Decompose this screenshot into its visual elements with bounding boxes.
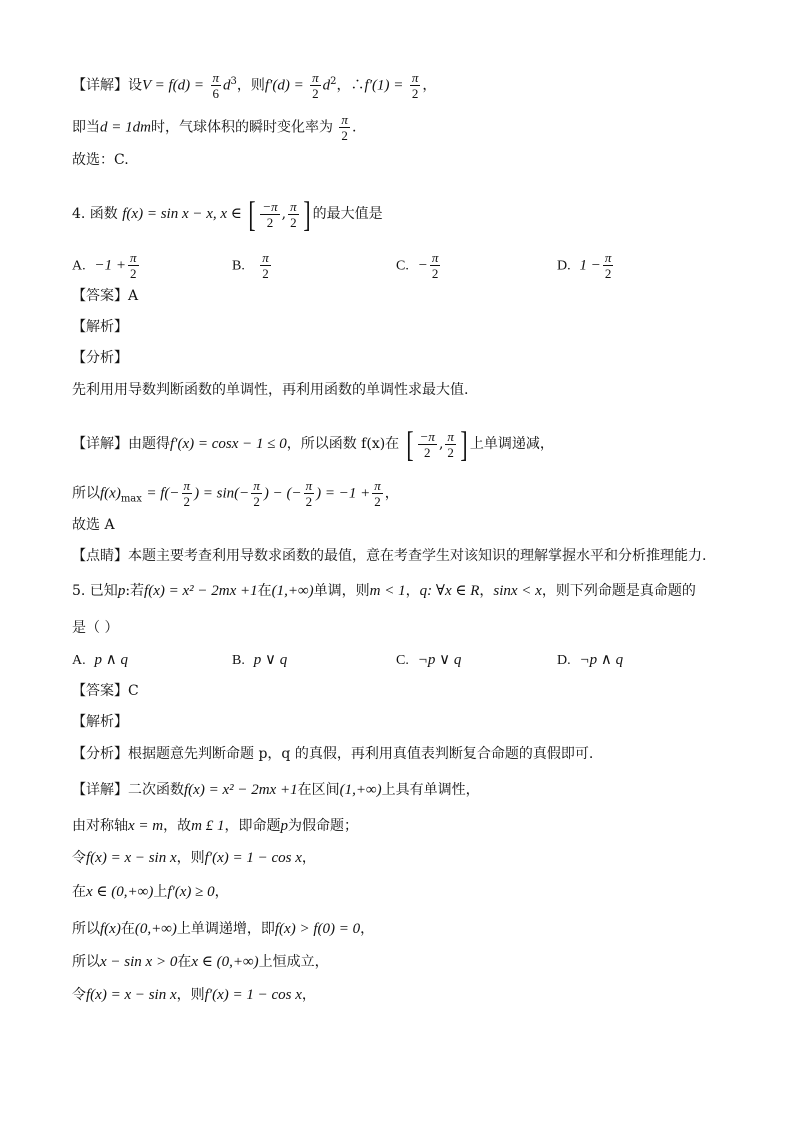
option-d[interactable]: D. ¬p ∧ q [557, 652, 624, 668]
fraction-pi-over-2: $\frac{\pi}{2}$ [411, 70, 419, 101]
q4-fenxi-text: 先利用用导数判断函数的单调性，再利用函数的单调性求最大值. [72, 382, 469, 398]
option-a[interactable]: A. p ∧ q [72, 652, 129, 668]
fraction-pi-over-2: $\frac{\pi}{2}$ [312, 70, 319, 101]
fraction-pi-over-6: $\frac{\pi}{6}$ [212, 70, 220, 101]
fraction-pi-over-2: $\frac{\pi}{2}$ [341, 112, 348, 143]
answer-selection: 故选：C. [72, 152, 129, 168]
q4-answer: 【答案】A [72, 288, 139, 304]
q5-analysis-tag: 【解析】 [72, 714, 128, 730]
q4-selection: 故选 A [72, 517, 115, 533]
option-b[interactable]: B. p ∨ q [232, 652, 288, 668]
q5-step-6: 令f(x) = x − sin x，则f′(x) = 1 − cos x， [72, 987, 316, 1003]
detail-tag: 【详解】 [72, 77, 128, 94]
q5-step-2: 令f(x) = x − sin x，则f′(x) = 1 − cos x， [72, 850, 316, 866]
q5-step-3: 在x ∈ (0,+∞)上f′(x) ≥ 0， [72, 884, 229, 900]
option-b[interactable]: B. $\frac{\pi}{2}$ [232, 250, 269, 281]
q5-detail: 【详解】二次函数f(x) = x² − 2mx +1在区间(1,+∞)上具有单调性， [72, 782, 480, 798]
option-c[interactable]: C. ¬p ∨ q [396, 652, 462, 668]
left-bracket: [ [248, 194, 256, 234]
option-c[interactable]: C. − $\frac{\pi}{2}$ [396, 250, 439, 281]
option-d[interactable]: D. 1 − $\frac{\pi}{2}$ [557, 250, 612, 281]
detail-line-1: 【详解】设V = f(d) = $\frac{\pi}{6}$ $d^3$，则f′(d) = $\frac{\pi}{2}$ $d^2$，∴f′(1) = $\frac{\pi}{2}$ ， [72, 70, 437, 101]
question-5-cont: 是（ ） [72, 620, 119, 636]
q5-step-5: 所以x − sin x > 0在x ∈ (0,+∞)上恒成立， [72, 954, 329, 970]
right-bracket: ] [303, 194, 311, 234]
q5-answer: 【答案】C [72, 683, 139, 699]
q4-analysis-tag: 【解析】 [72, 319, 128, 335]
detail-line-2: 即当d = 1dm时，气球体积的瞬时变化率为 $\frac{\pi}{2}$ . [72, 112, 357, 143]
q4-dianjing: 【点睛】本题主要考查利用导数求函数的最值，意在考查学生对该知识的理解掌握水平和分析推理能力. [72, 548, 707, 564]
question-5: 5. 已知p:若f(x) = x² − 2mx +1在(1,+∞)单调，则m < 1，q: ∀x ∈ R，sinx < x，则下列命题是真命题的 [72, 583, 696, 599]
q5-step-1: 由对称轴x = m，故m £ 1，即命题p为假命题； [72, 818, 358, 834]
q4-max-line: 所以$f(x)_{max} = f(-$ $\frac{\pi}{2}$ ) = sin(− $\frac{\pi}{2}$ ) − (− $\frac{\pi}{2}$ ) = −1 + $\frac{\pi}{2}$ ， [72, 478, 399, 509]
q4-fenxi-tag: 【分析】 [72, 350, 128, 366]
question-4: 4. 函数 f(x) = sin x − x, x ∈ [ $\frac{-\pi}{2}$ , $\frac{\pi}{2}$ ] 的最大值是 [72, 194, 383, 234]
q5-step-4: 所以f(x)在(0,+∞)上单调递增，即f(x) > f(0) = 0， [72, 921, 375, 937]
q5-fenxi: 【分析】根据题意先判断命题 p，q 的真假，再利用真值表判断复合命题的真假即可. [72, 746, 594, 762]
q4-detail: 【详解】由题得f′(x) = cosx − 1 ≤ 0，所以函数 f(x)在 [ $\frac{-\pi}{2}$ , $\frac{\pi}{2}$ ] 上单调递减， [72, 424, 554, 464]
option-a[interactable]: A. −1 + $\frac{\pi}{2}$ [72, 250, 137, 281]
